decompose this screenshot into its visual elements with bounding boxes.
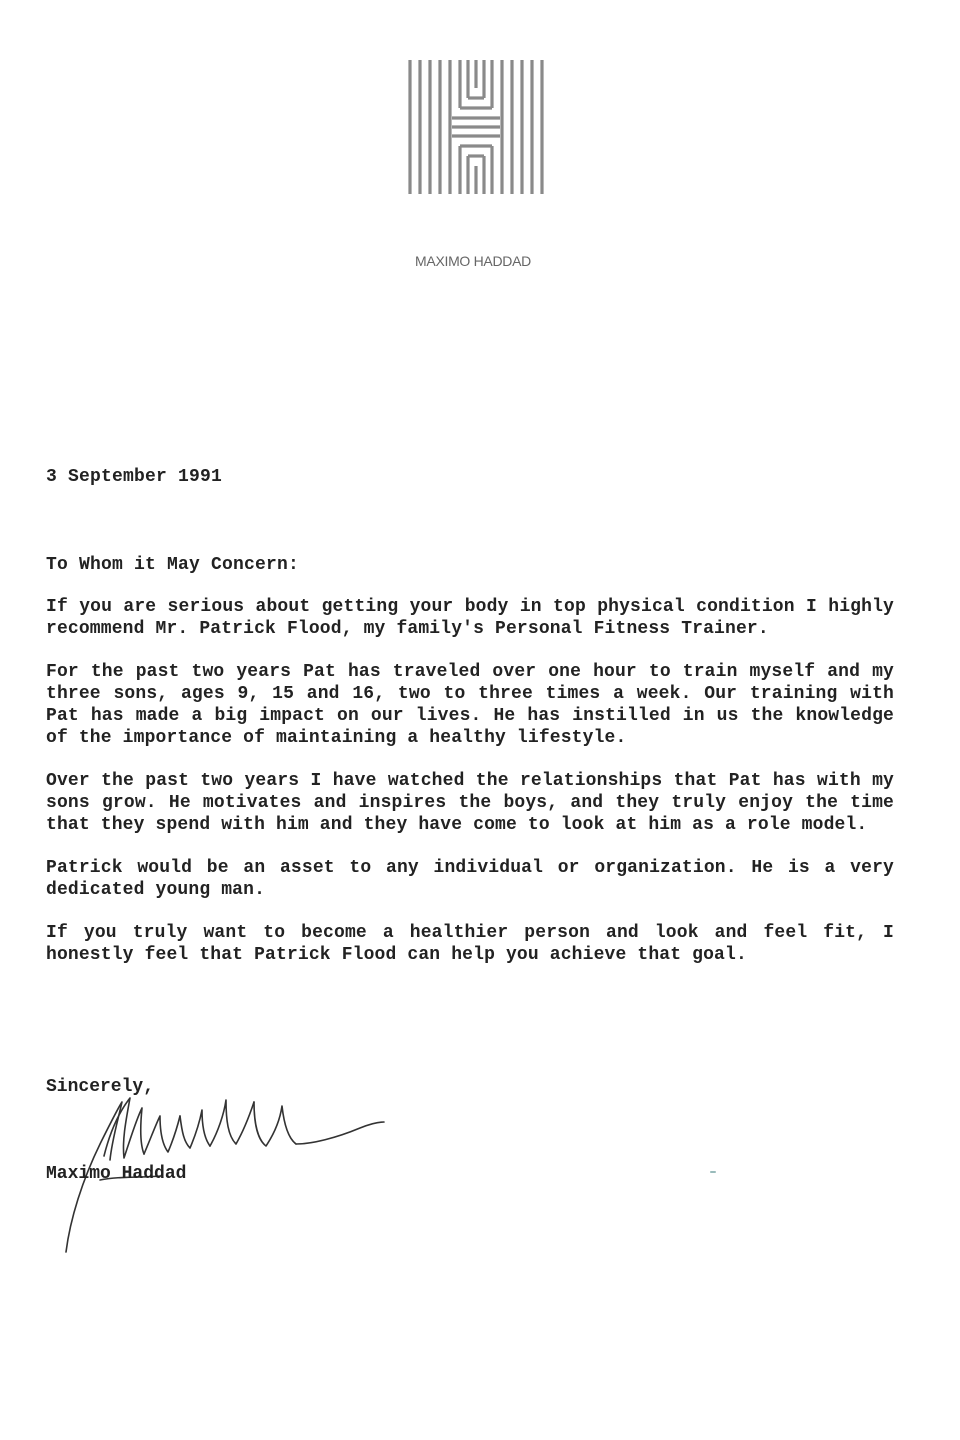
paragraph: If you are serious about getting your body in top physical condition I highly recommend Mr. Patrick Flood, my family's Personal Fitness Trainer.: [46, 597, 894, 639]
salutation: To Whom it May Concern:: [46, 555, 300, 575]
paragraph: Patrick would be an asset to any individual or organization. He is a very dedicated young man.: [46, 858, 894, 900]
letter-body: [46, 596, 894, 987]
paragraph: For the past two years Pat has traveled over one hour to train myself and my three sons, ages 9, 15 and 16, two to three times a week. Our training with Pat has made a big impact on our lives. He has instilled in us the knowledge of the importance of maintaining a healthy lifestyle.: [46, 662, 894, 748]
closing: Sincerely,: [46, 1077, 155, 1097]
paragraph: If you truly want to become a healthier person and look and feel fit, I honestly feel that Patrick Flood can help you achieve that goal.: [46, 923, 894, 965]
letterhead-name: MAXIMO HADDAD: [415, 253, 531, 269]
paper-speck: [710, 1171, 716, 1173]
signer-name: Maximo Haddad: [46, 1164, 187, 1184]
paragraph: Over the past two years I have watched the relationships that Pat has with my sons grow. He motivates and inspires the boys, and they truly enjoy the time that they spend with him and they have come to look at him as a role model.: [46, 771, 894, 835]
striped-h-monogram-icon: [408, 60, 544, 194]
letter-date: 3 September 1991: [46, 467, 223, 487]
